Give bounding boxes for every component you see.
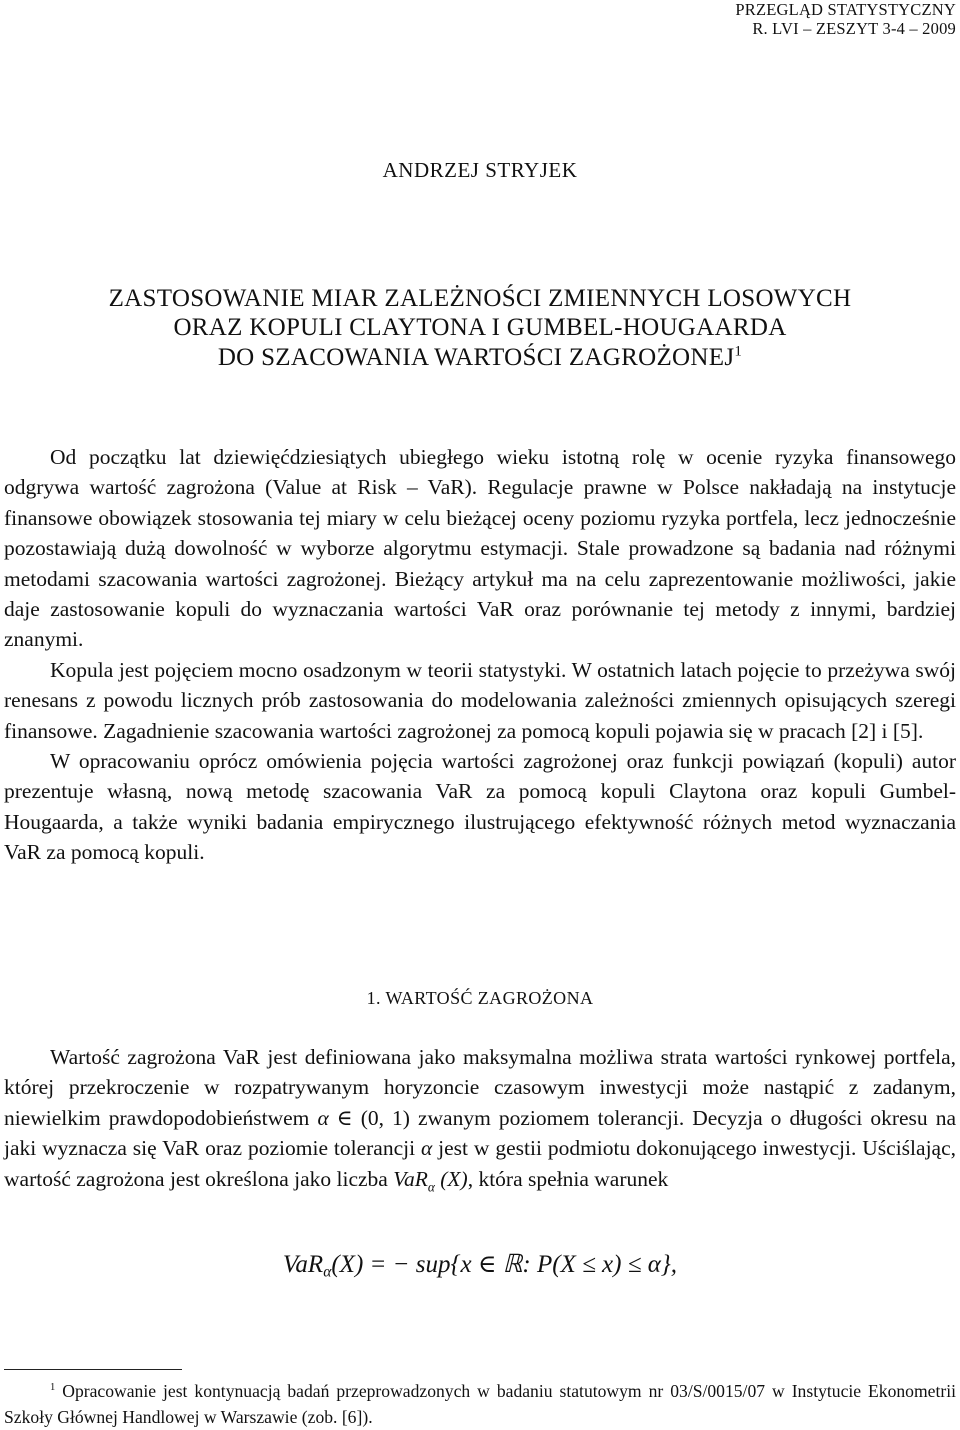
alpha-symbol-2: α — [420, 1136, 433, 1161]
intro-paragraph-2: Kopula jest pojęciem mocno osadzonym w teorii statystyki. W ostatnich latach pojęcie to przeżywa swój renesans z powodu licznych prób zastosowania do modelowania zależności zmiennych opisujących szeregi finansowe. Zagadnienie szacowania wartości zagrożonej za pomocą kopuli pojawia się w pracach [2] i [5]. — [4, 657, 956, 743]
var-subscript: α — [427, 1178, 435, 1194]
section-paragraph-1 — [4, 1042, 956, 1202]
section-text-interval: ∈ (0, 1) zwanym poziomem tolerancji. Decyzja o długości okresu na jaki wyznacza się VaR oraz poziomie tolerancji — [4, 1105, 957, 1161]
title-line-3 — [0, 343, 960, 373]
formula-subscript: α — [323, 1263, 332, 1281]
intro-paragraph-1: Od początku lat dziewięćdziesiątych ubiegłego wieku istotną rolę w ocenie ryzyka finansowego odgrywa wartość zagrożona (Value at Risk – VaR). Regulacje prawne w Polsce nakładają na instytucje finansowe obowiązek stosowania tej miary w celu bieżącej oceny poziomu ryzyka portfela, lecz jednocześnie pozostawiają dużą dowolność w wyborze algorytmu estymacji. Stale prowadzone są badania nad różnymi metodami szacowania wartości zagrożonej. Bieżący artykuł ma na celu zaprezentowanie możliwości, jakie daje zastosowanie kopuli do wyznaczania wartości VaR oraz porównanie tej metody z innymi, bardziej znanymi. — [4, 445, 956, 652]
formula-argument: (X) — [331, 1251, 364, 1278]
footnote-paragraph — [4, 1378, 956, 1430]
formula-rhs: = − sup{x ∈ ℝ: P(X ≤ x) ≤ α}, — [363, 1251, 678, 1278]
section-text-1: Wartość zagrożona VaR jest definiowana jako maksymalna możliwa strata wartości rynkowej portfela, której przekroczenie w rozpatrywanym horyzoncie czasowym inwestycji może nastąpić z zadanym, niewielkim prawdopodobieństwem — [4, 1045, 956, 1130]
section-body — [4, 1042, 956, 1202]
intro-body — [4, 442, 956, 868]
section-text-3: , która spełnia warunek — [467, 1166, 669, 1191]
section-text-2: jest w gestii podmiotu dokonującego inwestycji. Uściślając, wartość zagrożona jest określona jako liczba — [4, 1136, 956, 1191]
title-line-1: ZASTOSOWANIE MIAR ZALEŻNOŚCI ZMIENNYCH LOSOWYCH — [108, 285, 852, 312]
alpha-symbol: α — [317, 1105, 329, 1130]
formula-lhs: VaR — [282, 1251, 324, 1278]
journal-issue: R. LVI – ZESZYT 3-4 – 2009 — [752, 19, 956, 38]
section-heading: 1. WARTOŚĆ ZAGROŻONA — [366, 988, 594, 1008]
title-line-2: ORAZ KOPULI CLAYTONA I GUMBEL-HOUGAARDA — [173, 314, 787, 341]
var-formula — [0, 1249, 960, 1279]
journal-name: PRZEGLĄD STATYSTYCZNY — [735, 0, 956, 19]
title-line-3-text: DO SZACOWANIA WARTOŚCI ZAGROŻONEJ — [217, 344, 735, 371]
footnote-mark: 1 — [50, 1382, 56, 1394]
var-argument: (X) — [434, 1166, 468, 1191]
author-name: ANDRZEJ STRYJEK — [382, 158, 578, 182]
title-footnote-mark: 1 — [734, 343, 743, 360]
var-symbol: VaR — [393, 1166, 428, 1191]
footnote-divider — [4, 1369, 182, 1370]
footnote — [4, 1378, 956, 1430]
footnote-text: Opracowanie jest kontynuacją badań przeprowadzonych w badaniu statutowym nr 03/S/0015/07 w Instytucie Ekonometrii Szkoły Głównej Handlowej w Warszawie (zob. [6]). — [4, 1381, 956, 1427]
intro-paragraph-3: W opracowaniu oprócz omówienia pojęcia wartości zagrożonej oraz funkcji powiązań (kopuli) autor prezentuje własną, nową metodę szacowania VaR za pomocą kopuli Claytona oraz kopuli Gumbel-Hougaarda, a także wyniki badania empirycznego ilustrującego efektywność różnych metod wyznaczania VaR za pomocą kopuli. — [4, 749, 956, 865]
